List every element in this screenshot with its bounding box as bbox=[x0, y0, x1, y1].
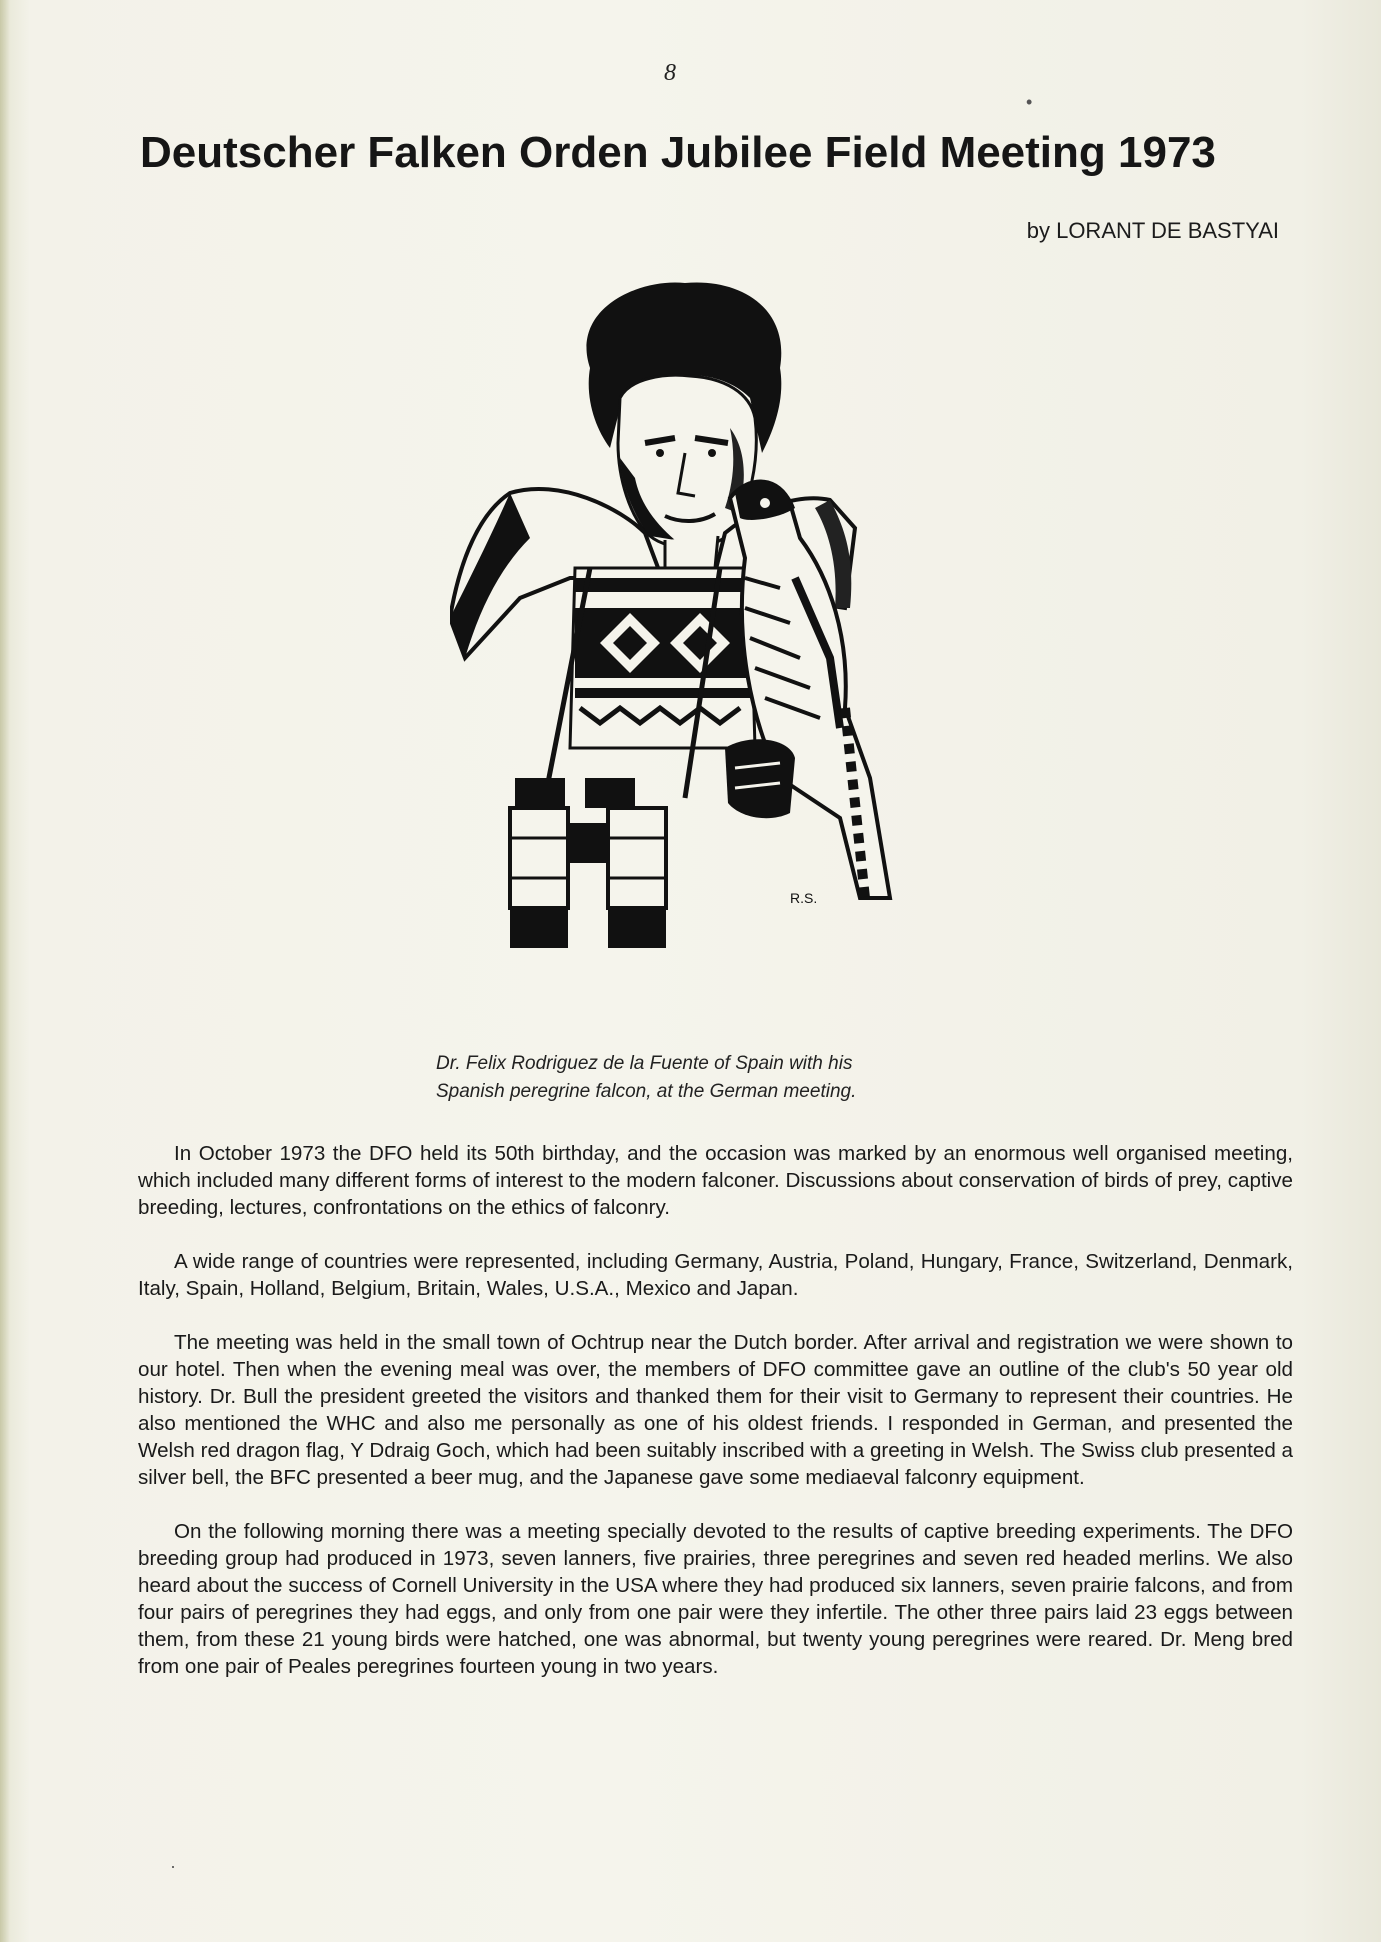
paragraph: On the following morning there was a meeting specially devoted to the results of captive breeding experiments. The DFO breeding group had produced in 1973, seven lanners, five prairies, three peregrines and seven red headed merlins. We also heard about the success of Cornell University in the USA where they had produced six lanners, seven prairie falcons, and from four pairs of peregrines they had eggs, and only from one pair were they infertile. The other three pairs laid 23 eggs between them, from these 21 young birds were hatched, one was abnormal, but twenty young peregrines were reared. Dr. Meng bred from one pair of Peales peregrines fourteen young in two years. bbox=[138, 1520, 1293, 1678]
page-edge-shadow bbox=[0, 0, 10, 1942]
paragraph: The meeting was held in the small town of Ochtrup near the Dutch border. After arrival and registration we were shown to our hotel. Then when the evening meal was over, the members of DFO committee gave an outline of the club's 50 year old history. Dr. Bull the president greeted the visitors and thanked them for their visit to Germany to represent their countries. He also mentioned the WHC and also me personally as one of his oldest friends. I responded in German, and presented the Welsh red dragon flag, Y Ddraig Goch, which had been suitably inscribed with a greeting in Welsh. The Swiss club presented a silver bell, the BFC presented a beer mug, and the Japanese gave some mediaeval falconry equipment. bbox=[138, 1331, 1293, 1489]
article-body bbox=[138, 1140, 1293, 1680]
page-number: 8 bbox=[664, 60, 676, 86]
caption-line-1: Dr. Felix Rodriguez de la Fuente of Spain with his bbox=[436, 1053, 853, 1074]
falconer-glove bbox=[725, 739, 795, 818]
artist-initials: R.S. bbox=[790, 890, 818, 906]
article-title: Deutscher Falken Orden Jubilee Field Meeting 1973 bbox=[140, 128, 1216, 177]
binoculars bbox=[510, 778, 666, 948]
article-byline: by LORANT DE BASTYAI bbox=[1026, 218, 1279, 243]
print-speck: • bbox=[1026, 92, 1033, 112]
illustration-caption bbox=[436, 1050, 996, 1106]
paragraph: A wide range of countries were represented, including Germany, Austria, Poland, Hungary, France, Switzerland, Denmark, Italy, Spain, Holland, Belgium, Britain, Wales, U.S.A., Mexico and Japan. bbox=[138, 1250, 1293, 1300]
caption-line-2: Spanish peregrine falcon, at the German meeting. bbox=[436, 1081, 857, 1102]
falconer-illustration bbox=[450, 278, 920, 963]
print-speck: · bbox=[170, 1856, 176, 1876]
paragraph: In October 1973 the DFO held its 50th birthday, and the occasion was marked by an enormous well organised meeting, which included many different forms of interest to the modern falconer. Discussions about conservation of birds of prey, captive breeding, lectures, confrontations on the ethics of falconry. bbox=[138, 1142, 1293, 1219]
